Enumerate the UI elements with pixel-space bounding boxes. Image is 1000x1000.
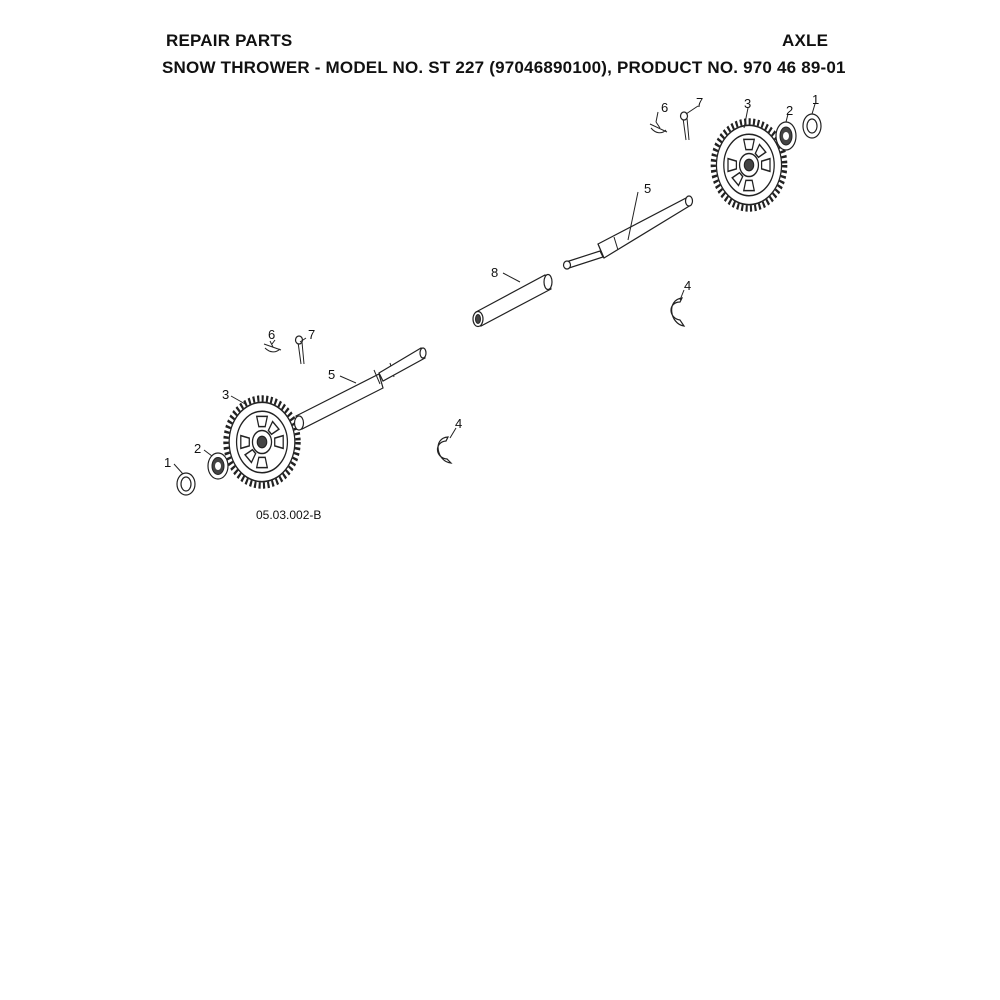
pin-right — [650, 122, 667, 133]
nut-right — [776, 122, 796, 150]
callout-washer-left: 1 — [164, 455, 172, 470]
diagram-reference-code: 05.03.002-B — [256, 508, 322, 522]
callout-axle-right: 5 — [644, 181, 652, 196]
callout-axle-left: 5 — [328, 367, 336, 382]
callout-nut-left: 2 — [194, 441, 202, 456]
callout-gear-right: 3 — [744, 96, 752, 111]
gear-right — [713, 121, 784, 208]
washer-right — [803, 114, 821, 138]
cotter-pin-right — [681, 112, 690, 140]
axle-right — [564, 196, 693, 269]
section-heading: REPAIR PARTS — [166, 31, 293, 50]
callout-pin-left: 6 — [268, 327, 276, 342]
callout-clip-right: 4 — [684, 278, 692, 293]
callout-washer-right: 1 — [812, 92, 820, 107]
page-title: AXLE — [782, 31, 829, 50]
washer-left — [177, 473, 195, 495]
axle-left — [295, 348, 427, 430]
callout-tube: 8 — [491, 265, 499, 280]
callout-nut-right: 2 — [786, 103, 794, 118]
callout-cotter-right: 7 — [696, 95, 704, 110]
callout-pin-right: 6 — [661, 100, 669, 115]
gear-left — [226, 398, 298, 485]
tube — [473, 275, 552, 327]
clip-right — [671, 298, 684, 326]
model-subtitle: SNOW THROWER - MODEL NO. ST 227 (97046890100), PRODUCT NO. 970 46 89-01 — [162, 58, 846, 77]
callout-gear-left: 3 — [222, 387, 230, 402]
nut-left — [208, 453, 228, 479]
callout-cotter-left: 7 — [308, 327, 316, 342]
callout-clip-left: 4 — [455, 416, 463, 431]
clip-left — [437, 437, 451, 463]
